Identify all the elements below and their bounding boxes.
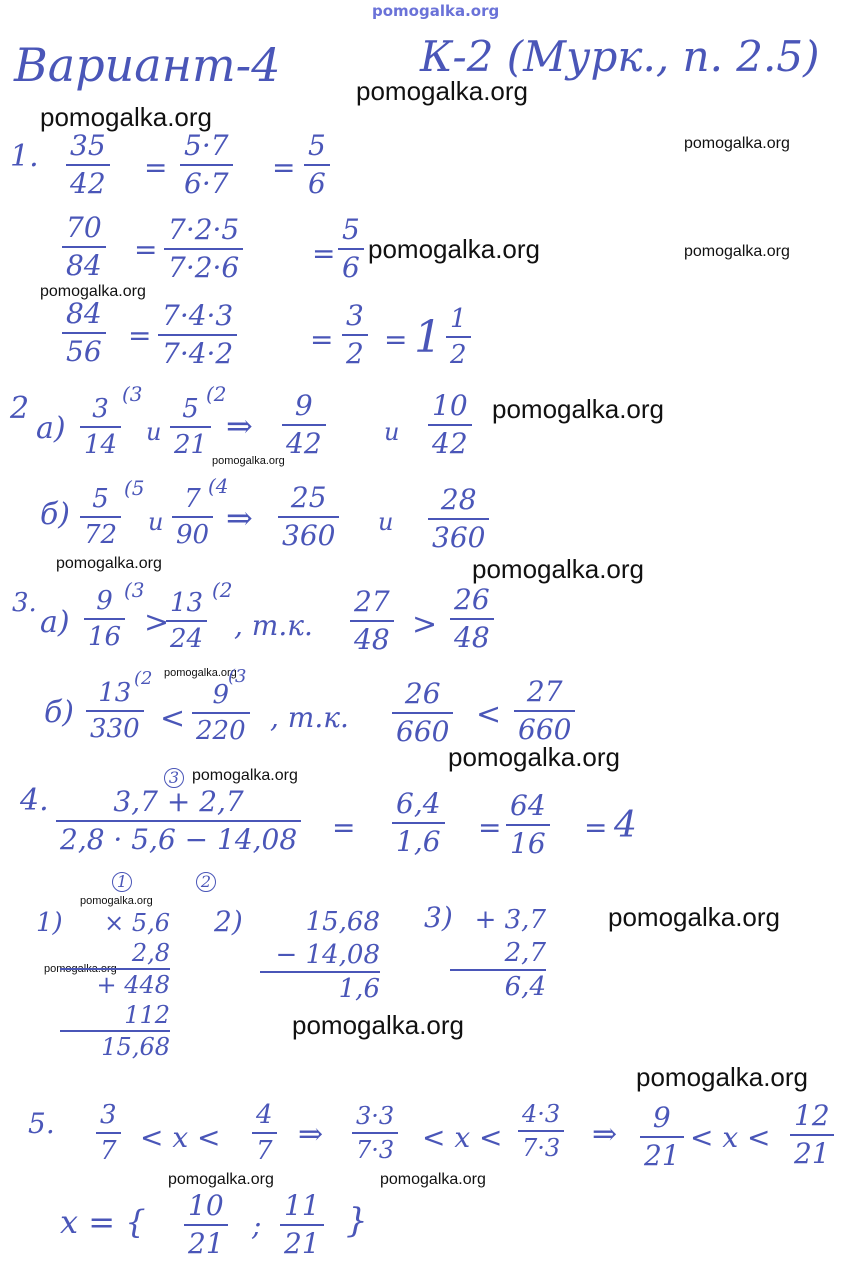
and-word: и — [148, 508, 164, 536]
implies-arrow: ⇒ — [298, 1117, 324, 1152]
watermark: pomogalka.org — [40, 102, 212, 132]
inequality: < x < — [690, 1121, 771, 1154]
fraction: 27 48 — [350, 588, 394, 654]
watermark: pomogalka.org — [80, 895, 153, 907]
task1-number: 1. — [10, 139, 39, 174]
watermark: pomogalka.org — [492, 394, 664, 424]
watermark: pomogalka.org — [40, 283, 146, 300]
comparison: < — [476, 697, 502, 732]
multiplier: (3 — [228, 666, 247, 687]
fraction: 70 84 — [62, 214, 106, 280]
fraction: 5·7 6·7 — [180, 132, 233, 198]
fraction: 5 21 — [170, 396, 211, 458]
fraction: 13 24 — [166, 590, 207, 652]
fraction: 9 42 — [282, 392, 326, 458]
inequality: < x < — [140, 1121, 221, 1154]
watermark-top: pomogalka.org — [372, 2, 500, 20]
fraction: 7 90 — [172, 486, 213, 548]
equals-sign: = — [332, 811, 356, 844]
fraction: 3 2 — [342, 302, 368, 368]
task5-number: 5. — [28, 1107, 55, 1140]
fraction: 25 360 — [278, 484, 339, 550]
result-value: 4 — [614, 805, 637, 846]
fraction: 35 42 — [66, 132, 110, 198]
watermark: pomogalka.org — [368, 234, 540, 264]
answer-suffix: } — [346, 1201, 368, 1241]
fraction: 3·3 7·3 — [352, 1104, 398, 1162]
multiplier: (2 — [212, 578, 233, 602]
watermark: pomogalka.org — [380, 1171, 486, 1188]
equals-sign: = — [134, 233, 158, 266]
fraction: 9 220 — [192, 682, 250, 744]
fraction: 6,4 1,6 — [392, 790, 445, 856]
work-title: К-2 (Мурк., п. 2.5) — [420, 32, 820, 81]
watermark: pomogalka.org — [636, 1062, 808, 1092]
equals-sign: = — [384, 323, 408, 356]
fraction: 10 21 — [184, 1192, 228, 1258]
fraction: 5 6 — [304, 132, 330, 198]
watermark: pomogalka.org — [684, 243, 790, 260]
subtask-label: а) — [40, 605, 70, 640]
fraction: 4·3 7·3 — [518, 1102, 564, 1160]
fraction: 4 7 — [252, 1102, 277, 1164]
since-word: , т.к. — [234, 609, 313, 642]
equals-sign: = — [478, 811, 502, 844]
fraction: 64 16 — [506, 792, 550, 858]
equals-sign: = — [128, 319, 152, 352]
fraction: 3 7 — [96, 1102, 121, 1164]
fraction: 1 2 — [446, 306, 471, 368]
fraction: 7·4·3 7·4·2 — [158, 302, 237, 368]
implies-arrow: ⇒ — [592, 1117, 618, 1152]
equals-sign: = — [312, 237, 336, 270]
watermark: pomogalka.org — [56, 555, 162, 572]
equals-sign: = — [144, 151, 168, 184]
task2-number: 2 — [10, 391, 30, 426]
fraction: 12 21 — [790, 1102, 834, 1168]
fraction: 5 6 — [338, 216, 364, 282]
equals-sign: = — [584, 811, 608, 844]
watermark: pomogalka.org — [168, 1171, 274, 1188]
multiplier: (3 — [122, 382, 143, 406]
task4-number: 4. — [20, 783, 49, 818]
fraction: 10 42 — [428, 392, 472, 458]
step-mark: 3 — [164, 768, 184, 788]
since-word: , т.к. — [270, 701, 349, 734]
comparison: > — [412, 607, 438, 642]
fraction: 3 14 — [80, 396, 121, 458]
fraction: 26 660 — [392, 680, 453, 746]
main-fraction: 3,7 + 2,7 2,8 · 5,6 − 14,08 — [56, 788, 301, 854]
mixed-whole: 1 — [414, 312, 442, 363]
watermark: pomogalka.org — [164, 667, 237, 679]
watermark: pomogalka.org — [684, 135, 790, 152]
column-subtraction: 15,68 − 14,08 1,6 — [260, 906, 380, 1006]
fraction: 7·2·5 7·2·6 — [164, 216, 243, 282]
fraction: 26 48 — [450, 586, 494, 652]
answer-prefix: x = { — [60, 1203, 146, 1241]
step-mark: 1 — [112, 872, 132, 892]
column-multiplication: × 5,6 2,8 + 448 112 15,68 — [60, 908, 170, 1062]
watermark: pomogalka.org — [44, 963, 117, 975]
calc-label: 3) — [424, 901, 453, 934]
and-word: и — [378, 508, 394, 536]
watermark: pomogalka.org — [192, 767, 298, 784]
fraction: 84 56 — [62, 300, 106, 366]
fraction: 9 16 — [84, 588, 125, 650]
column-addition: + 3,7 2,7 6,4 — [450, 904, 546, 1004]
multiplier: (2 — [206, 382, 227, 406]
multiplier: (5 — [124, 476, 145, 500]
watermark: pomogalka.org — [472, 554, 644, 584]
variant-title: Вариант-4 — [14, 38, 281, 92]
fraction: 13 330 — [86, 680, 144, 742]
fraction: 5 72 — [80, 486, 121, 548]
multiplier: (2 — [134, 668, 153, 689]
fraction: 9 21 — [640, 1104, 684, 1170]
fraction: 27 660 — [514, 678, 575, 744]
multiplier: (4 — [208, 474, 229, 498]
and-word: и — [384, 418, 400, 446]
inequality: < x < — [422, 1121, 503, 1154]
implies-arrow: ⇒ — [226, 407, 253, 445]
subtask-label: б) — [44, 695, 75, 730]
fraction: 11 21 — [280, 1192, 324, 1258]
watermark: pomogalka.org — [356, 76, 528, 106]
subtask-label: б) — [40, 497, 71, 532]
watermark: pomogalka.org — [448, 742, 620, 772]
and-word: и — [146, 418, 162, 446]
watermark: pomogalka.org — [608, 902, 780, 932]
comparison: > — [144, 605, 170, 640]
task3-number: 3. — [12, 588, 37, 618]
watermark: pomogalka.org — [212, 455, 285, 467]
calc-label: 2) — [214, 905, 243, 938]
equals-sign: = — [310, 323, 334, 356]
fraction: 28 360 — [428, 486, 489, 552]
step-mark: 2 — [196, 872, 216, 892]
implies-arrow: ⇒ — [226, 499, 253, 537]
comparison: < — [160, 701, 186, 736]
subtask-label: а) — [36, 411, 66, 446]
separator: ; — [252, 1209, 262, 1242]
equals-sign: = — [272, 151, 296, 184]
multiplier: (3 — [124, 578, 145, 602]
calc-label: 1) — [36, 908, 63, 938]
watermark: pomogalka.org — [292, 1010, 464, 1040]
